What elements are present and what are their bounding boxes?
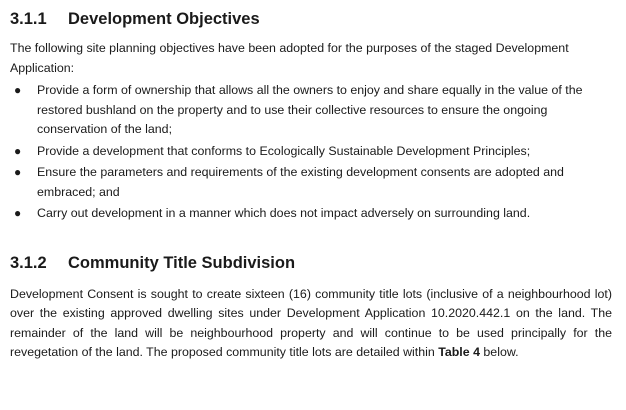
list-item bbox=[10, 142, 612, 162]
bullet-icon: ● bbox=[14, 143, 22, 158]
list-item bbox=[10, 204, 612, 224]
section-title: Development Objectives bbox=[68, 10, 260, 28]
list-item bbox=[10, 163, 612, 202]
bullet-icon: ● bbox=[14, 165, 22, 179]
list-item bbox=[10, 81, 612, 140]
section-heading-community-title-subdivision bbox=[10, 252, 612, 274]
bullet-icon: ● bbox=[14, 206, 22, 220]
section-heading-development-objectives bbox=[10, 8, 612, 30]
paragraph-text-end: below. bbox=[479, 345, 519, 359]
list-item-text: Carry out development in a manner which does not impact adversely on surrounding land. bbox=[37, 206, 531, 220]
subdivision-paragraph bbox=[10, 285, 612, 363]
objectives-list bbox=[10, 81, 612, 224]
section-number: 3.1.2 bbox=[10, 253, 47, 272]
list-item-text: Provide a development that conforms to Ecologically Sustainable Development Principles; bbox=[37, 143, 531, 158]
table-reference: Table 4 bbox=[438, 345, 480, 359]
section-title: Community Title Subdivision bbox=[68, 253, 296, 272]
bullet-icon: ● bbox=[14, 83, 22, 97]
paragraph-text: Development Consent is sought to create sixteen (16) community title lots (inclusive of a neighbourhood lot) over the existing approved dwelling sites under Development Application 10.2020.442.1 on the land. The remainder of the land will be neighbourhood property and will continue to be used principally for the revegetation of the land. The proposed community title lots are detailed within bbox=[10, 286, 612, 359]
list-item-text: Ensure the parameters and requirements of the existing development consents are adopted and embraced; and bbox=[37, 165, 564, 199]
section-number: 3.1.1 bbox=[10, 10, 47, 28]
objectives-intro-paragraph: The following site planning objectives have been adopted for the purposes of the staged Development Application: bbox=[10, 41, 569, 75]
list-item-text: Provide a form of ownership that allows all the owners to enjoy and share equally in the value of the restored bushland on the property and to use their collective resources to ensure the ongoing conservation of the land; bbox=[37, 83, 583, 136]
